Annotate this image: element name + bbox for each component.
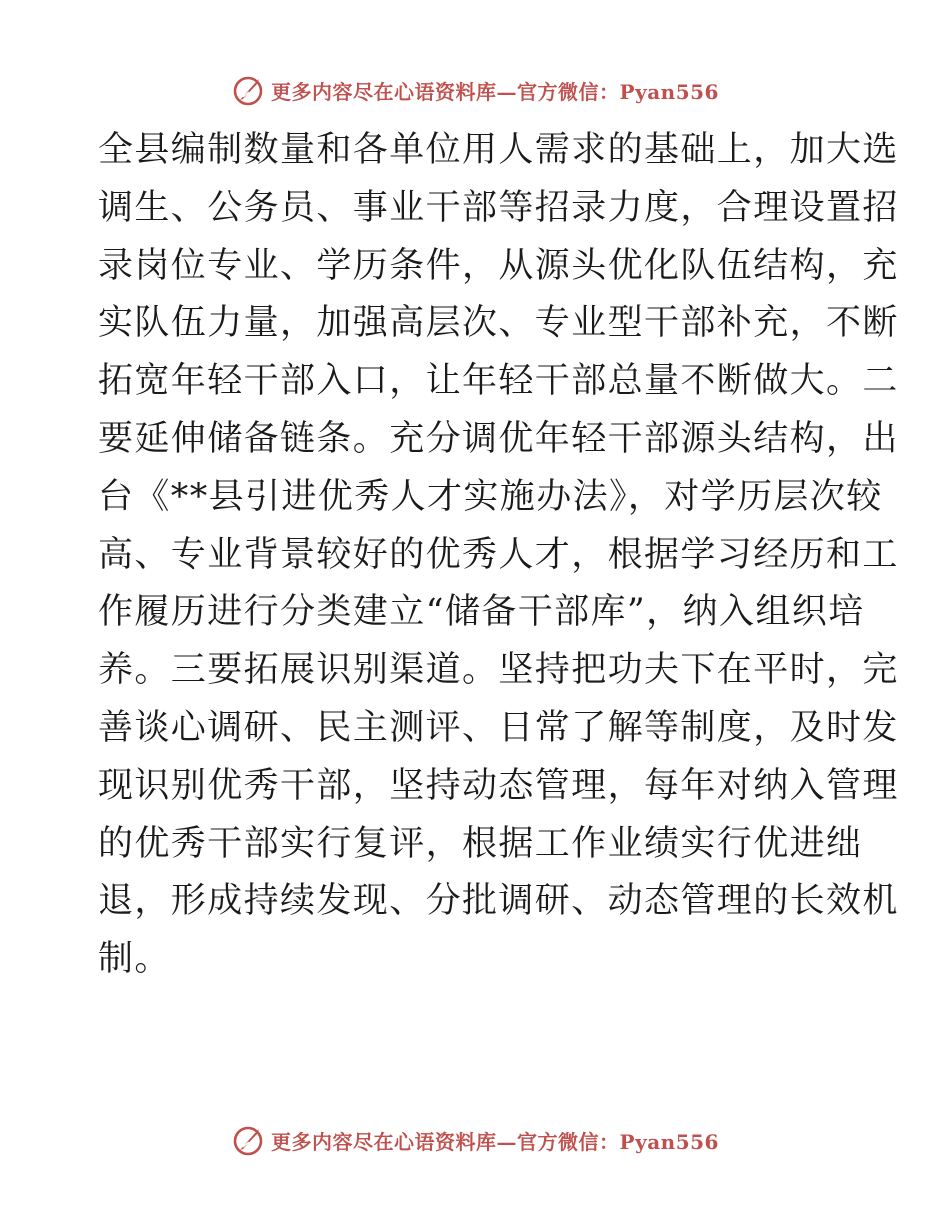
body-line: 全县编制数量和各单位用人需求的基础上，加大选 xyxy=(98,130,899,170)
body-line: 作履历进行分类建立“储备干部库”，纳入组织培 xyxy=(98,592,865,633)
quill-pen-logo-icon xyxy=(231,73,265,107)
body-line: 台《**县引进优秀人才实施办法》，对学历层次较 xyxy=(98,476,883,517)
quill-pen-logo-icon xyxy=(231,1123,265,1157)
body-line: 制。 xyxy=(98,939,171,980)
footer-watermark xyxy=(0,1120,950,1160)
body-line: 拓宽年轻干部入口，让年轻干部总量不断做大。二 xyxy=(98,361,899,402)
watermark-text: 更多内容尽在心语资料库—官方微信：Pyan556 xyxy=(271,79,719,104)
watermark-text: 更多内容尽在心语资料库—官方微信：Pyan556 xyxy=(271,1129,719,1154)
body-line: 的优秀干部实行复评，根据工作业绩实行优进绌 xyxy=(98,823,863,864)
document-body xyxy=(98,122,899,989)
body-line: 实队伍力量，加强高层次、专业型干部补充，不断 xyxy=(98,303,899,344)
body-line: 要延伸储备链条。充分调优年轻干部源头结构，出 xyxy=(98,418,899,459)
body-line: 退，形成持续发现、分批调研、动态管理的长效机 xyxy=(98,881,899,922)
body-line: 养。三要拓展识别渠道。坚持把功夫下在平时，完 xyxy=(98,650,899,691)
header-watermark xyxy=(0,70,950,110)
body-line: 调生、公务员、事业干部等招录力度，合理设置招 xyxy=(98,187,899,228)
body-line: 现识别优秀干部，坚持动态管理，每年对纳入管理 xyxy=(98,765,899,806)
body-line: 善谈心调研、民主测评、日常了解等制度，及时发 xyxy=(98,707,899,748)
body-line: 录岗位专业、学历条件，从源头优化队伍结构，充 xyxy=(98,245,899,286)
body-line: 高、专业背景较好的优秀人才，根据学习经历和工 xyxy=(98,534,899,575)
